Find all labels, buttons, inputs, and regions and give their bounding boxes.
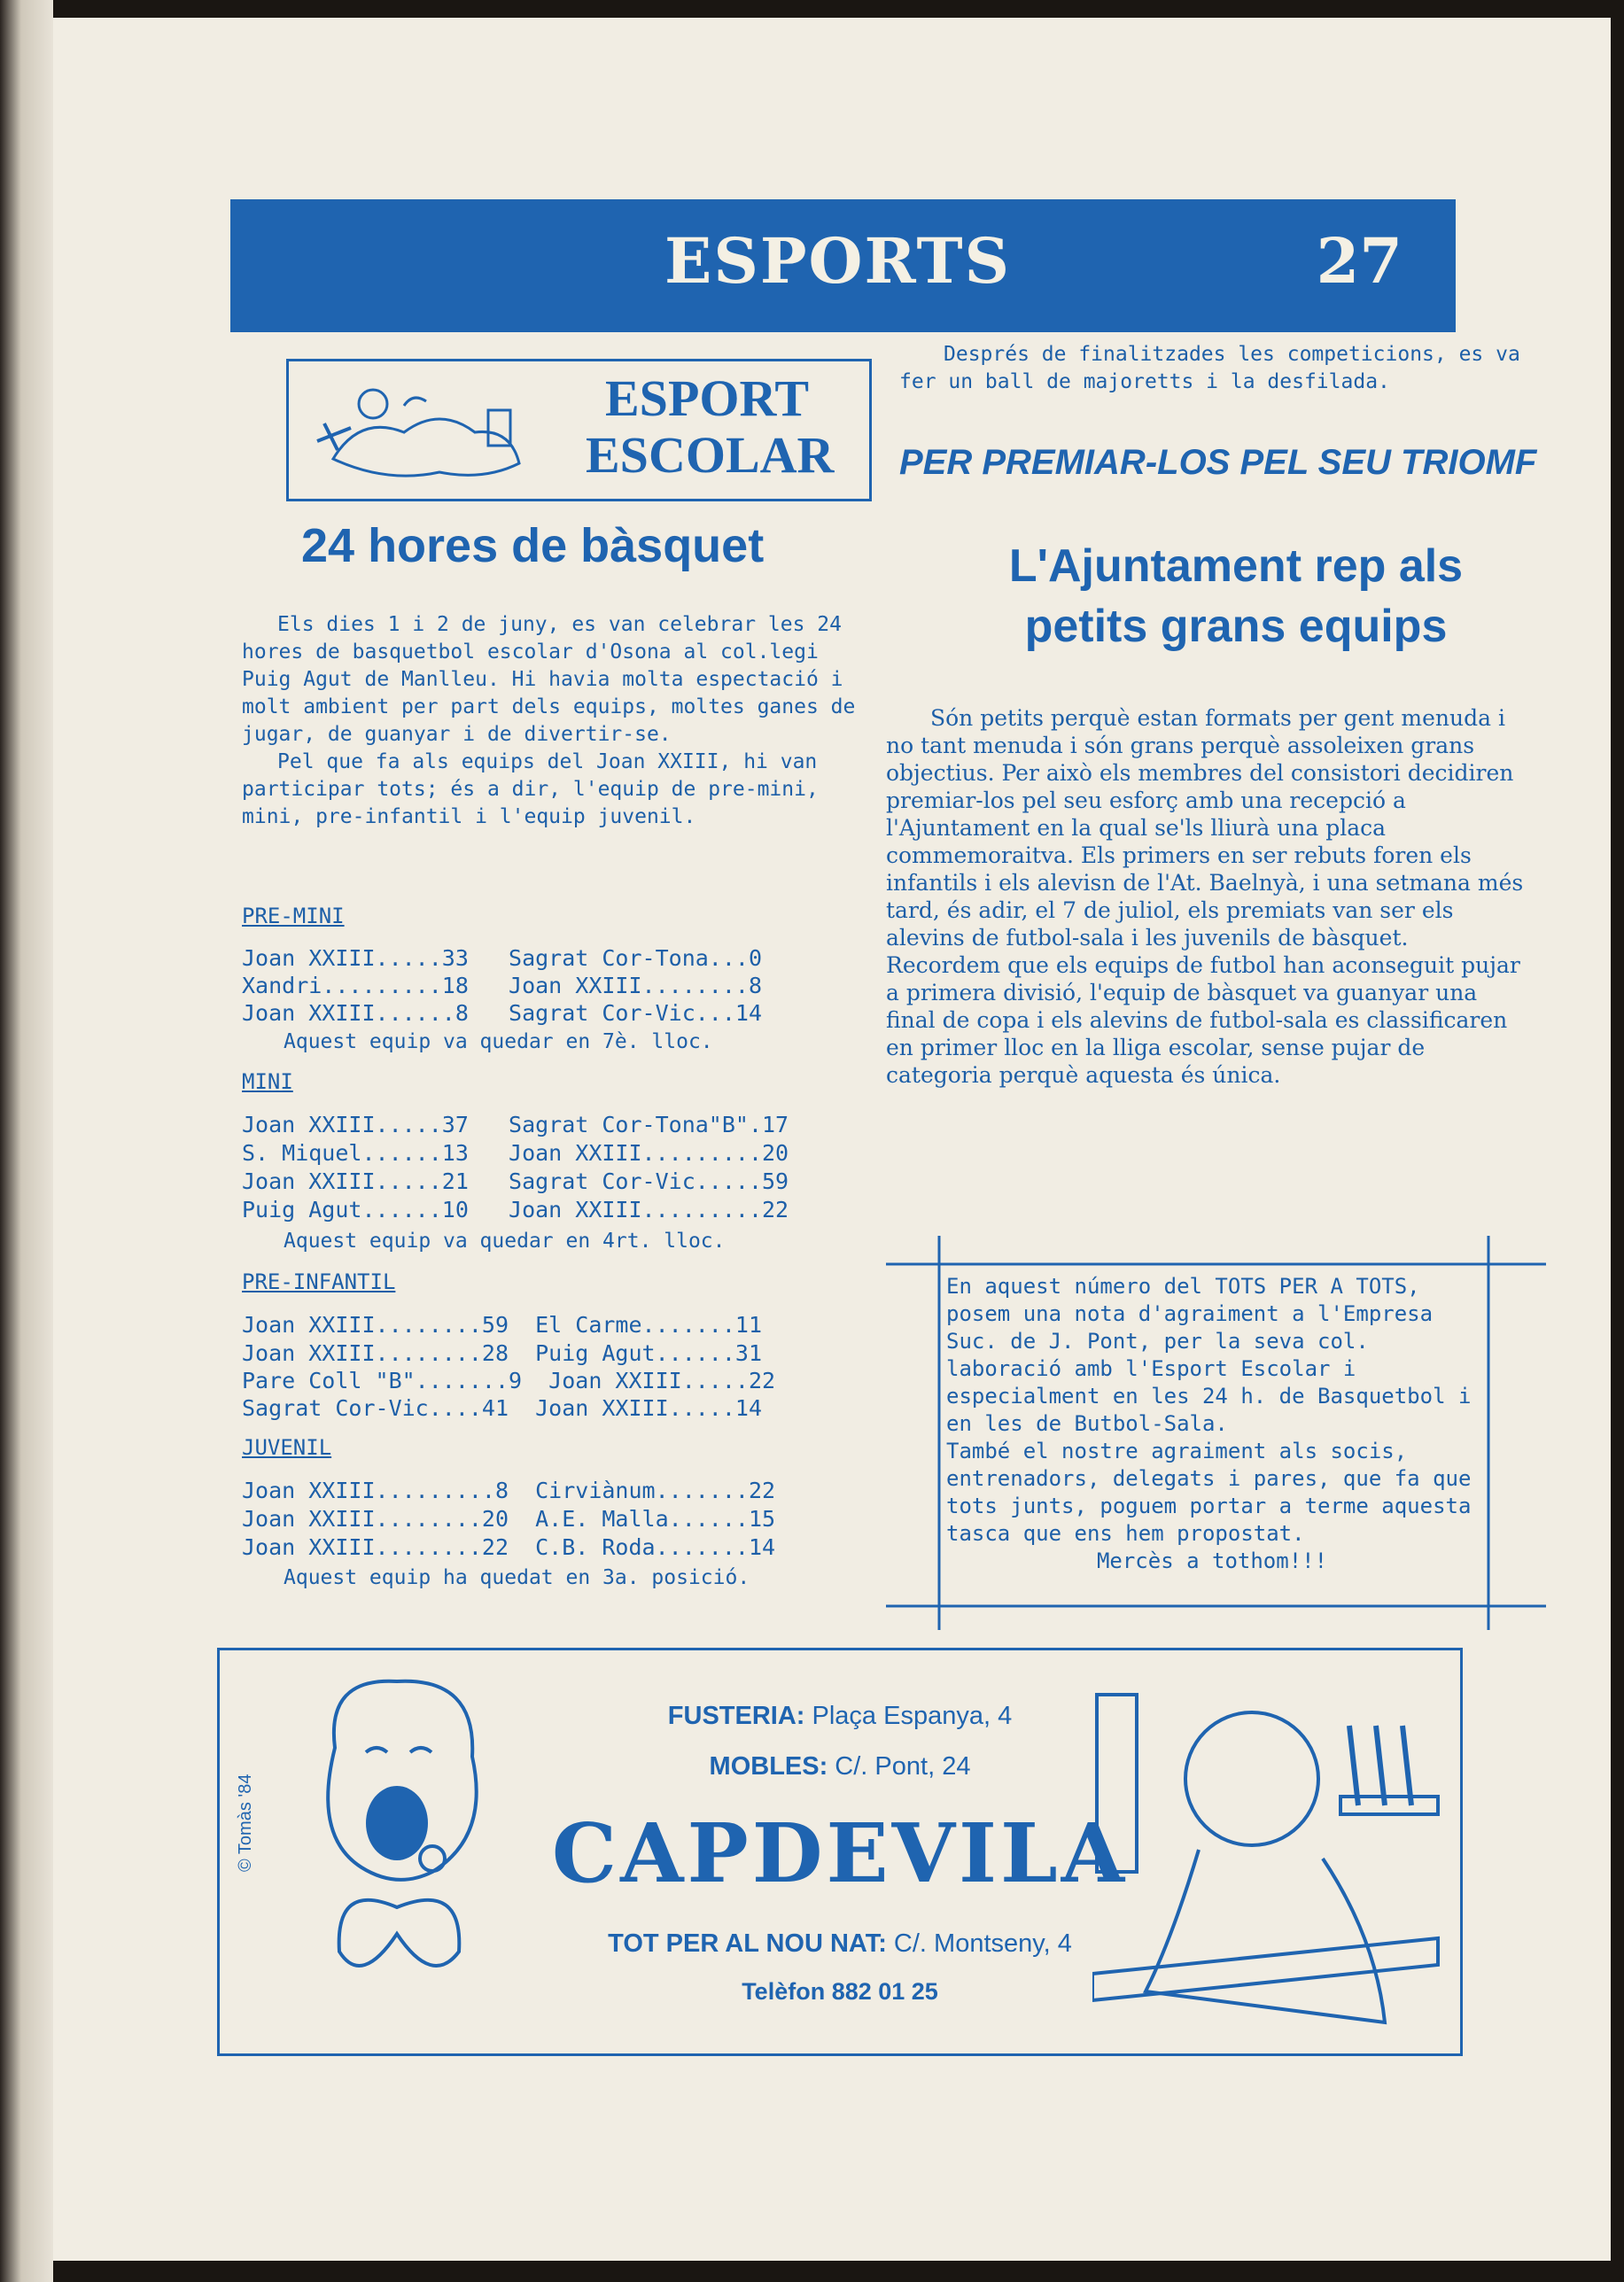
illustrator-signature: © Tomàs '84 <box>236 1774 255 1872</box>
right-headline <box>930 536 1542 656</box>
binding-gutter <box>0 0 53 2282</box>
ad-fusteria-label: FUSTERIA: <box>667 1702 805 1730</box>
result-row: Joan XXIII........59 El Carme.......11 <box>242 1312 762 1338</box>
result-row: Joan XXIII.....21 Sagrat Cor-Vic.....59 <box>242 1168 789 1194</box>
ad-phone: Telèfon 882 01 25 <box>742 1978 938 2005</box>
premini-label: PRE-MINI <box>242 904 345 928</box>
result-row: Puig Agut......10 Joan XXIII.........22 <box>242 1197 789 1222</box>
box-title-line-2: ESCOLAR <box>586 426 835 484</box>
result-row: Sagrat Cor-Vic....41 Joan XXIII.....14 <box>242 1395 762 1421</box>
left-article-body <box>242 611 880 831</box>
ad-mobles-address: C/. Pont, 24 <box>828 1752 971 1781</box>
result-row: Joan XXIII.....33 Sagrat Cor-Tona...0 <box>242 945 762 971</box>
esport-escolar-box <box>286 359 872 501</box>
section-title: ESPORTS <box>664 224 1012 298</box>
thanks-box <box>921 1254 1488 1608</box>
right-kicker: PER PREMIAR-LOS PEL SEU TRIOMF <box>899 443 1537 482</box>
juvenil-note: Aquest equip ha quedat en 3a. posició. <box>284 1566 750 1589</box>
left-paragraph-2: Pel que fa als equips del Joan XXIII, hi van participar tots; és a dir, l'equip de pre-mini, mini, pre-infantil i l'equip juvenil. <box>242 750 819 828</box>
thanks-paragraph-2: També el nostre agraiment als socis, entrenadors, delegats i pares, que fa que tots junts, poguem portar a terme aquesta tasca que ens hem propostat. <box>946 1439 1472 1546</box>
result-row: Joan XXIII.....37 Sagrat Cor-Tona"B".17 <box>242 1112 789 1137</box>
sports-doodle-icon <box>307 379 537 485</box>
result-row: Xandri.........18 Joan XXIII........8 <box>242 973 762 998</box>
thanks-text <box>946 1273 1478 1575</box>
result-row: Pare Coll "B".......9 Joan XXIII.....22 <box>242 1368 776 1393</box>
page-number: 27 <box>1316 224 1403 298</box>
mini-note: Aquest equip va quedar en 4rt. lloc. <box>284 1230 726 1253</box>
premini-note: Aquest equip va quedar en 7è. lloc. <box>284 1030 713 1053</box>
ad-mobles-line <box>220 1752 1460 1781</box>
right-article-body <box>886 704 1524 1089</box>
thanks-closing: Mercès a tothom!!! <box>1096 1548 1328 1573</box>
ad-fusteria-line <box>220 1702 1460 1731</box>
result-row: Joan XXIII......8 Sagrat Cor-Vic...14 <box>242 1000 762 1026</box>
left-headline: 24 hores de bàsquet <box>301 519 765 572</box>
right-intro: Després de finalitzades les competicions, es va fer un ball de majoretts i la desfilada. <box>899 343 1520 393</box>
ad-brand: CAPDEVILA <box>551 1805 1129 1901</box>
magazine-page <box>53 18 1611 2261</box>
ad-nounat-line <box>220 1929 1460 1959</box>
right-paragraph: Són petits perquè estan formats per gent menuda i no tant menuda i són grans perquè assoleixen grans objectius. Per això els membres del consistori decidiren premiar-los pel seu esforç amb una recepció a l'Ajuntament en la qual se'ls lliurà una placa commemoraitva. Els primers en ser rebuts foren els infantils i els alevisn de l'At. Baelnyà, i una setmana més tard, és adir, el 7 de juliol, els premiats van ser els alevins de futbol-sala i les juvenils de bàsquet. Recordem que els equips de futbol han aconseguit pujar a primera divisió, l'equip de bàsquet va guanyar una final de copa i els alevins de futbol-sala es classificaren en primer lloc en la lliga escolar, sense pujar de categoria perquè aquesta és única. <box>886 705 1524 1088</box>
result-row: Joan XXIII........20 A.E. Malla......15 <box>242 1506 776 1532</box>
result-row: S. Miquel......13 Joan XXIII.........20 <box>242 1140 789 1166</box>
preinfantil-label: PRE-INFANTIL <box>242 1269 396 1294</box>
esport-escolar-title <box>586 370 834 484</box>
ad-fusteria-address: Plaça Espanya, 4 <box>804 1702 1013 1730</box>
juvenil-label: JUVENIL <box>242 1435 332 1460</box>
left-paragraph-1: Els dies 1 i 2 de juny, es van celebrar les 24 hores de basquetbol escolar d'Osona al col.legi Puig Agut de Manlleu. Hi havia molta espectació i molt ambient per part dels equips, moltes ganes de jugar, de guanyar i de divertir-se. <box>242 613 856 746</box>
right-headline-line-1: L'Ajuntament rep als <box>1008 540 1464 592</box>
ad-nounat-address: C/. Montseny, 4 <box>886 1929 1072 1958</box>
ad-nounat-label: TOT PER AL NOU NAT: <box>608 1929 887 1958</box>
ad-mobles-label: MOBLES: <box>709 1752 828 1781</box>
capdevila-advert <box>217 1648 1463 2056</box>
right-headline-line-2: petits grans equips <box>1024 601 1448 652</box>
box-title-line-1: ESPORT <box>605 369 810 427</box>
section-header <box>230 199 1456 332</box>
mini-label: MINI <box>242 1069 293 1094</box>
result-row: Joan XXIII.........8 Cirviànum.......22 <box>242 1478 776 1503</box>
result-row: Joan XXIII........22 C.B. Roda.......14 <box>242 1534 776 1560</box>
thanks-paragraph-1: En aquest número del TOTS PER A TOTS, posem una nota d'agraiment a l'Empresa Suc. de J. Pont, per la seva col. laboració amb l'Esport Escolar i especialment en les 24 h. de Basquetbol i en les de Butbol-Sala. <box>946 1274 1472 1436</box>
result-row: Joan XXIII........28 Puig Agut......31 <box>242 1340 762 1366</box>
